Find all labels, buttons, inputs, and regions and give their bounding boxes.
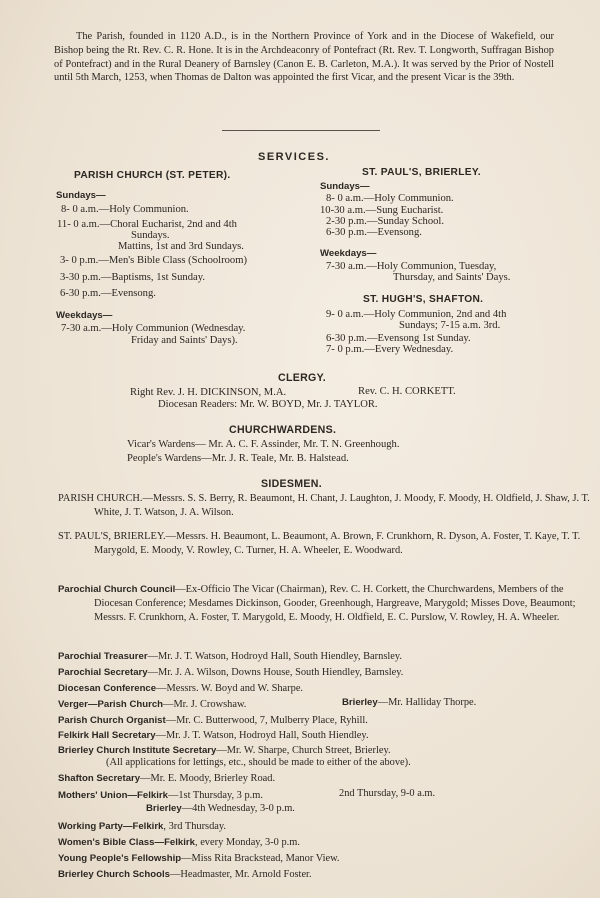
parish-weekday-service: 7-30 a.m.—Holy Communion (Wednesday. <box>61 323 246 334</box>
st-hughs-service: 7- 0 p.m.—Every Wednesday. <box>326 344 454 355</box>
officer-line <box>58 667 403 678</box>
officer-detail: —Mr. E. Moody, Brierley Road. <box>140 773 276 784</box>
officer-detail: —Miss Rita Brackstead, Manor View. <box>181 853 340 864</box>
st-pauls-sunday-service: 10-30 a.m.—Sung Eucharist. <box>320 205 444 216</box>
parish-church-title: PARISH CHURCH (ST. PETER). <box>74 170 231 181</box>
officer-detail: —Messrs. W. Boyd and W. Sharpe. <box>156 683 304 694</box>
st-pauls-sundays-label: Sundays— <box>320 181 370 192</box>
officer-line <box>58 869 312 880</box>
officer-line <box>342 697 476 708</box>
clergy-heading: CLERGY. <box>278 372 327 384</box>
officer-line <box>58 699 246 710</box>
parish-sunday-service: 3-30 p.m.—Baptisms, 1st Sunday. <box>60 272 205 283</box>
officer-label: Parochial Treasurer <box>58 651 148 662</box>
st-pauls-weekday-service: 7-30 a.m.—Holy Communion, Tuesday, <box>326 261 497 272</box>
parochial-church-council <box>58 583 594 626</box>
officer-detail: —Mr. J. A. Wilson, Downs House, South Hiendley, Barnsley. <box>147 667 404 678</box>
parish-sunday-service: 3- 0 p.m.—Men's Bible Class (Schoolroom) <box>60 255 247 266</box>
parish-sunday-service: 11- 0 a.m.—Choral Eucharist, 2nd and 4th <box>57 219 237 230</box>
officer-line <box>58 790 263 801</box>
officer-label: Diocesan Conference <box>58 683 157 694</box>
officer-label: Young People's Fellowship <box>58 853 182 864</box>
officer-detail: —1st Thursday, 3 p.m. <box>167 790 263 801</box>
officer-label: Brierley <box>146 803 182 814</box>
sidesmen-st-pauls: ST. PAUL'S, BRIERLEY.—Messrs. H. Beaumont, L. Beaumont, A. Brown, F. Crunkhorn, R. Dyson, A. Foster, T. Kaye, T. T. Marygold, E. Moody, V. Rowley, C. Turner, H. A. Wheeler, E. Woodward. <box>58 531 581 557</box>
parish-sunday-service: 6-30 p.m.—Evensong. <box>60 288 156 299</box>
officer-line <box>58 745 391 756</box>
churchwardens-heading: CHURCHWARDENS. <box>229 424 337 436</box>
clergy-rev: Rev. C. H. CORKETT. <box>358 386 456 397</box>
divider-rule <box>222 130 380 131</box>
officer-detail: , every Monday, 3-0 p.m. <box>195 837 300 848</box>
st-pauls-title: ST. PAUL'S, BRIERLEY. <box>362 167 481 178</box>
parish-weekday-service: Friday and Saints' Days). <box>131 335 238 346</box>
st-hughs-service: 6-30 p.m.—Evensong 1st Sunday. <box>326 333 471 344</box>
officer-label: Women's Bible Class—Felkirk <box>58 837 195 848</box>
parish-sunday-service: Mattins, 1st and 3rd Sundays. <box>118 241 244 252</box>
st-hughs-service: Sundays; 7-15 a.m. 3rd. <box>399 320 501 331</box>
sidesmen-heading: SIDESMEN. <box>261 478 322 490</box>
officer-line <box>58 853 340 864</box>
officer-detail: , 3rd Thursday. <box>163 821 227 832</box>
officer-label: Verger—Parish Church <box>58 699 164 710</box>
officer-label: Working Party—Felkirk <box>58 821 164 832</box>
officer-detail: —4th Wednesday, 3-0 p.m. <box>181 803 295 814</box>
officer-detail: —Mr. Halliday Thorpe. <box>377 697 477 708</box>
officer-label: Shafton Secretary <box>58 773 141 784</box>
mothers-union-extra: 2nd Thursday, 9-0 a.m. <box>339 788 436 799</box>
st-pauls-weekday-service: Thursday, and Saints' Days. <box>393 272 511 283</box>
officer-line <box>58 651 402 662</box>
clergy-readers: Diocesan Readers: Mr. W. BOYD, Mr. J. TAYLOR. <box>158 399 378 410</box>
st-hughs-title: ST. HUGH'S, SHAFTON. <box>363 294 484 305</box>
officer-line <box>58 837 300 848</box>
officer-detail: —Mr. J. T. Watson, Hodroyd Hall, South Hiendley, Barnsley. <box>147 651 402 662</box>
officer-detail: —Headmaster, Mr. Arnold Foster. <box>169 869 312 880</box>
parish-sunday-service: 8- 0 a.m.—Holy Communion. <box>61 204 189 215</box>
parish-sunday-service: Sundays. <box>131 230 170 241</box>
officer-line <box>58 821 226 832</box>
officer-detail: —Mr. W. Sharpe, Church Street, Brierley. <box>216 745 391 756</box>
services-heading: SERVICES. <box>258 151 330 163</box>
officer-label: Brierley <box>342 697 378 708</box>
sidesmen-parish-church: PARISH CHURCH.—Messrs. S. S. Berry, R. Beaumont, H. Chant, J. Laughton, J. Moody, F. Moody, H. Oldfield, J. Shaw, J. T. White, J. T. Watson, J. A. Wilson. <box>58 493 590 519</box>
officer-detail: —Mr. J. Crowshaw. <box>163 699 247 710</box>
officer-detail: —Mr. J. T. Watson, Hodroyd Hall, South Hiendley. <box>155 730 369 741</box>
parish-weekdays-label: Weekdays— <box>56 310 113 321</box>
officer-line <box>146 803 295 814</box>
officer-label: Parish Church Organist <box>58 715 166 726</box>
lettings-note: (All applications for lettings, etc., should be made to either of the above). <box>106 757 411 768</box>
st-pauls-weekdays-label: Weekdays— <box>320 248 377 259</box>
st-hughs-service: 9- 0 a.m.—Holy Communion, 2nd and 4th <box>326 309 507 320</box>
clergy-bishop: Right Rev. J. H. DICKINSON, M.A. <box>130 387 287 398</box>
officer-label: Felkirk Hall Secretary <box>58 730 156 741</box>
officer-line <box>58 730 369 741</box>
st-pauls-sunday-service: 2-30 p.m.—Sunday School. <box>326 216 445 227</box>
officer-label: Mothers' Union—Felkirk <box>58 790 168 801</box>
officer-label: Brierley Church Institute Secretary <box>58 745 217 756</box>
intro-paragraph: The Parish, founded in 1120 A.D., is in the Northern Province of York and in the Diocese of Wakefield, our Bishop being the Rt. Rev. C. R. Hone. It is in the Archdeaconry of Pontefract (Rt. Rev. T. Longworth, Suffragan Bishop of Pontefract) and in the Rural Deanery of Barnsley (Canon E. B. Carleton, M.A.). It was served by the Prior of Nostell until 5th March, 1253, when Thomas de Dalton was appointed the first Vicar, and the present Vicar is the 39th. <box>54 31 554 84</box>
st-pauls-sunday-service: 6-30 p.m.—Evensong. <box>326 227 422 238</box>
officer-detail: —Mr. C. Butterwood, 7, Mulberry Place, Ryhill. <box>165 715 368 726</box>
officer-label: Brierley Church Schools <box>58 869 170 880</box>
pcc-text: —Ex-Officio The Vicar (Chairman), Rev. C. H. Corkett, the Churchwardens, Members of the Diocesan Conference; Mesdames Dickinson, Gooder, Greenhough, Hargreave, Marygold; Misses Dove, Beaumont; Messrs. F. Crunkhorn, A. Foster, T. Marygold, E. Moody, H. Oldfield, E. C. Purslow, V. Rowley, H. A. Wheeler. <box>94 584 576 624</box>
st-pauls-sunday-service: 8- 0 a.m.—Holy Communion. <box>326 193 454 204</box>
officer-line <box>58 683 303 694</box>
officer-label: Parochial Secretary <box>58 667 148 678</box>
vicars-wardens: Vicar's Wardens— Mr. A. C. F. Assinder, Mr. T. N. Greenhough. <box>127 439 400 450</box>
officer-line <box>58 773 275 784</box>
pcc-label: Parochial Church Council <box>58 584 176 595</box>
parish-sundays-label: Sundays— <box>56 190 106 201</box>
peoples-wardens: People's Wardens—Mr. J. R. Teale, Mr. B. Halstead. <box>127 453 349 464</box>
officer-line <box>58 715 368 726</box>
